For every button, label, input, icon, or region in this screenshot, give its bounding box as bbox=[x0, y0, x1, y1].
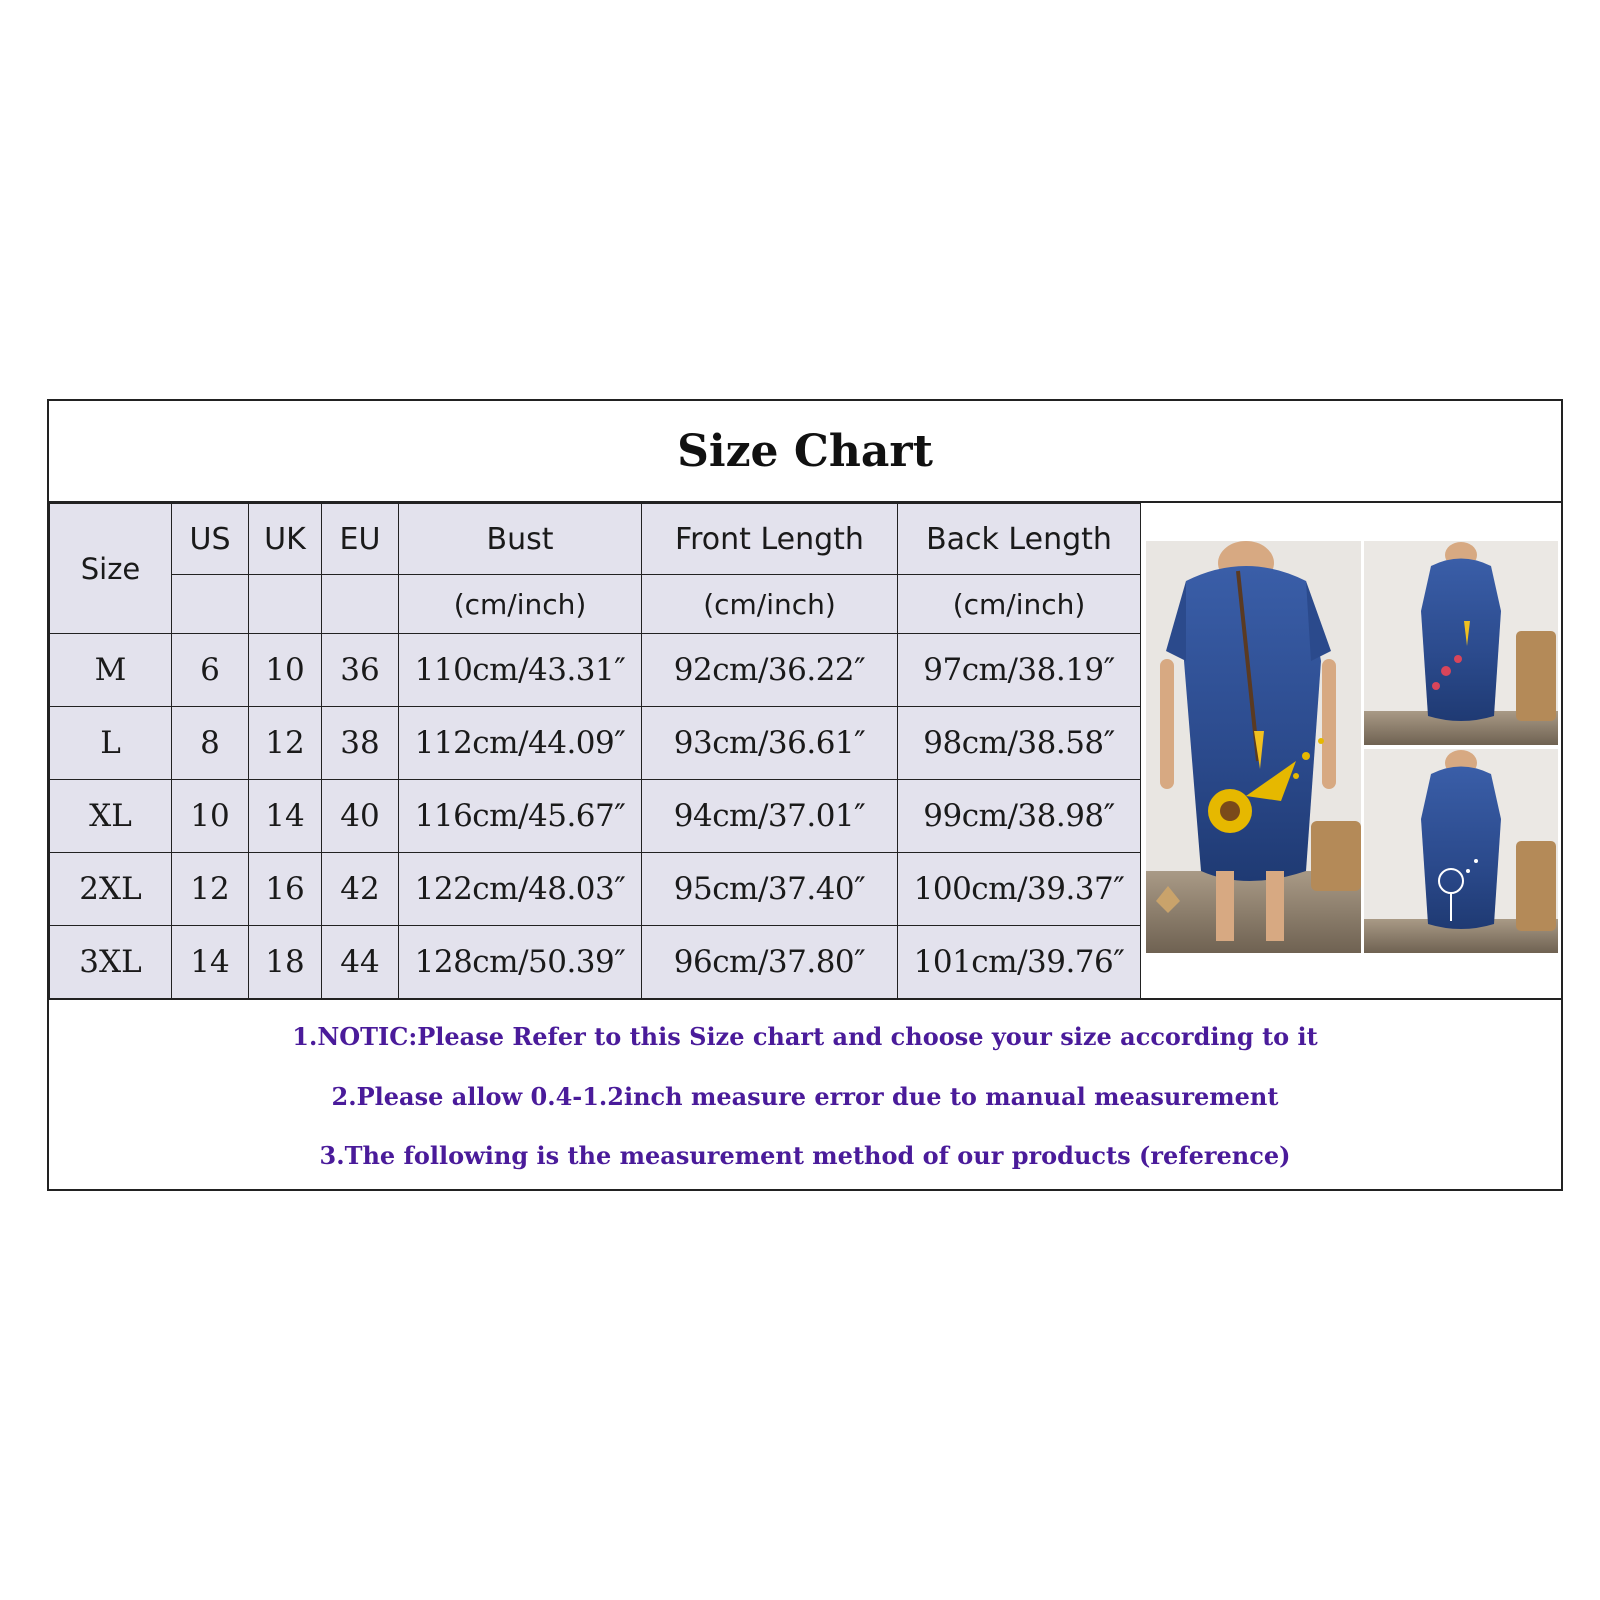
header-us: US bbox=[172, 504, 249, 575]
note-2: 2.Please allow 0.4-1.2inch measure error due to manual measurement bbox=[331, 1082, 1279, 1111]
cell-bust: 110cm/43.31″ bbox=[399, 634, 642, 707]
cell-size: 2XL bbox=[50, 853, 172, 926]
header-uk-blank bbox=[249, 575, 322, 634]
note-1: 1.NOTIC:Please Refer to this Size chart and choose your size according to it bbox=[292, 1022, 1318, 1051]
cell-eu: 42 bbox=[322, 853, 399, 926]
cell-uk: 18 bbox=[249, 926, 322, 999]
cell-back-length: 97cm/38.19″ bbox=[898, 634, 1141, 707]
main-photo bbox=[1146, 541, 1361, 953]
front-length-unit: (cm/inch) bbox=[642, 575, 898, 634]
size-chart bbox=[47, 399, 1563, 1191]
cell-bust: 122cm/48.03″ bbox=[399, 853, 642, 926]
cell-us: 14 bbox=[172, 926, 249, 999]
cell-back-length: 98cm/38.58″ bbox=[898, 707, 1141, 780]
cell-us: 6 bbox=[172, 634, 249, 707]
cell-front-length: 92cm/36.22″ bbox=[642, 634, 898, 707]
cell-uk: 12 bbox=[249, 707, 322, 780]
product-photo-collage bbox=[1146, 541, 1558, 953]
cell-size: L bbox=[50, 707, 172, 780]
table-unit-row bbox=[50, 575, 1141, 634]
table-row bbox=[50, 853, 1141, 926]
header-bust: Bust bbox=[399, 504, 642, 575]
cell-bust: 112cm/44.09″ bbox=[399, 707, 642, 780]
cell-size: XL bbox=[50, 780, 172, 853]
back-length-unit: (cm/inch) bbox=[898, 575, 1141, 634]
cell-us: 12 bbox=[172, 853, 249, 926]
cell-eu: 38 bbox=[322, 707, 399, 780]
cell-back-length: 101cm/39.76″ bbox=[898, 926, 1141, 999]
header-uk: UK bbox=[249, 504, 322, 575]
cell-us: 8 bbox=[172, 707, 249, 780]
cell-eu: 40 bbox=[322, 780, 399, 853]
cell-front-length: 96cm/37.80″ bbox=[642, 926, 898, 999]
table-header-row bbox=[50, 504, 1141, 575]
thumbnail-photo-2 bbox=[1364, 749, 1558, 953]
cell-uk: 10 bbox=[249, 634, 322, 707]
cell-back-length: 100cm/39.37″ bbox=[898, 853, 1141, 926]
cell-uk: 16 bbox=[249, 853, 322, 926]
note-3: 3.The following is the measurement method of our products (reference) bbox=[319, 1141, 1291, 1170]
notes-section bbox=[49, 998, 1561, 1193]
cell-front-length: 93cm/36.61″ bbox=[642, 707, 898, 780]
thumbnail-photo-1 bbox=[1364, 541, 1558, 745]
header-back-length: Back Length bbox=[898, 504, 1141, 575]
bust-unit: (cm/inch) bbox=[399, 575, 642, 634]
cell-back-length: 99cm/38.98″ bbox=[898, 780, 1141, 853]
cell-eu: 36 bbox=[322, 634, 399, 707]
cell-us: 10 bbox=[172, 780, 249, 853]
cell-front-length: 95cm/37.40″ bbox=[642, 853, 898, 926]
cell-size: 3XL bbox=[50, 926, 172, 999]
product-photos bbox=[1146, 541, 1558, 953]
cell-uk: 14 bbox=[249, 780, 322, 853]
table-row bbox=[50, 926, 1141, 999]
header-eu: EU bbox=[322, 504, 399, 575]
table-row bbox=[50, 634, 1141, 707]
cell-eu: 44 bbox=[322, 926, 399, 999]
table-row bbox=[50, 780, 1141, 853]
header-front-length: Front Length bbox=[642, 504, 898, 575]
cell-bust: 128cm/50.39″ bbox=[399, 926, 642, 999]
cell-size: M bbox=[50, 634, 172, 707]
header-eu-blank bbox=[322, 575, 399, 634]
title-row bbox=[49, 401, 1561, 503]
size-table bbox=[49, 503, 1141, 999]
cell-front-length: 94cm/37.01″ bbox=[642, 780, 898, 853]
header-us-blank bbox=[172, 575, 249, 634]
cell-bust: 116cm/45.67″ bbox=[399, 780, 642, 853]
table-row bbox=[50, 707, 1141, 780]
header-size: Size bbox=[50, 504, 172, 634]
page-title: Size Chart bbox=[677, 425, 933, 477]
